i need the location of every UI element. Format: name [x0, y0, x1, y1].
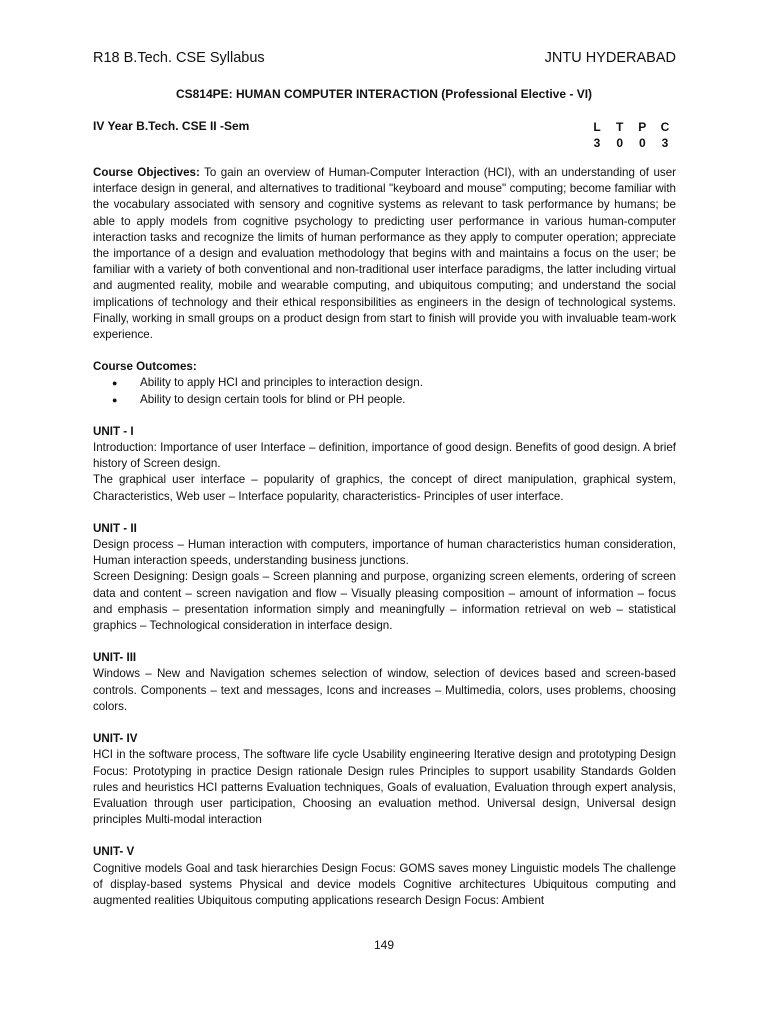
syllabus-body: [93, 165, 676, 909]
unit-4: [93, 731, 676, 828]
ltpc-value: 3: [661, 136, 669, 150]
year-row: [93, 119, 676, 150]
unit-3: [93, 650, 676, 715]
unit-title: UNIT- V: [93, 845, 135, 859]
unit-title: UNIT - II: [93, 521, 137, 535]
course-title: CS814PE: HUMAN COMPUTER INTERACTION (Professional Elective - VI): [175, 87, 593, 101]
ltpc-label: C: [660, 120, 670, 134]
ltpc-value: 0: [616, 136, 623, 150]
header-right: JNTU HYDERABAD: [544, 50, 676, 66]
page-header: [93, 50, 676, 66]
ltpc-label: T: [615, 120, 624, 134]
list-item: [93, 392, 676, 408]
unit-paragraph: Introduction: Importance of user Interface – definition, importance of good design. Benefits of good design. A brief history of Screen design.: [93, 441, 676, 471]
ltpc-labels: [586, 119, 676, 135]
ltpc-value: 3: [593, 136, 601, 150]
unit-title: UNIT- IV: [93, 732, 138, 746]
year-semester: IV Year B.Tech. CSE II -Sem: [93, 119, 250, 133]
outcomes-label: Course Outcomes:: [93, 360, 197, 374]
bullet-icon: ●: [112, 394, 118, 405]
list-item: [93, 375, 676, 391]
ltpc-label: P: [638, 120, 647, 134]
outcomes-list: [93, 375, 676, 407]
objectives-text: To gain an overview of Human-Computer Interaction (HCI), with an understanding of user interface design in general, and alternatives to traditional "keyboard and mouse" computing; become familiar with the vocabulary associated with sensory and cognitive systems as relevant to task performance by humans; be able to apply models from cognitive psychology to predicting user performance in various human-computer interaction tasks and recognize the limits of human performance as they apply to computer operation; appreciate the importance of a design and evaluation methodology that begins with and maintains a focus on the user; be familiar with a variety of both conventional and non-traditional user interface paradigms, the latter including virtual and augmented reality, mobile and wearable computing, and ubiquitous computing; and understand the social implications of technology and their ethical responsibilities as engineers in the design of technological systems. Finally, working in small groups on a product design from start to finish will provide you with invaluable team-work experience.: [93, 166, 677, 342]
unit-2: [93, 521, 676, 634]
ltpc-label: L: [593, 120, 601, 134]
ltpc-table: [586, 119, 676, 151]
course-outcomes: [93, 359, 676, 408]
page-number: 149: [373, 938, 395, 952]
objectives-label: Course Objectives:: [93, 166, 200, 179]
unit-title: UNIT - I: [93, 424, 134, 438]
unit-paragraph: HCI in the software process, The software life cycle Usability engineering Iterative design and prototyping Design Focus: Prototyping in practice Design rationale Design rules Principles to support usability Standards Golden rules and heuristics HCI patterns Evaluation techniques, Goals of evaluation, Evaluation through expert analysis, Evaluation through user participation, Choosing an evaluation method. Universal design, Universal design principles Multi-modal interaction: [93, 748, 676, 827]
ltpc-values: [586, 135, 676, 151]
unit-paragraph: The graphical user interface – popularity of graphics, the concept of direct manipulation, graphical system, Characteristics, Web user – Interface popularity, characteristics- Principles of user interface.: [93, 473, 676, 503]
unit-paragraph: Design process – Human interaction with computers, importance of human characteristics human consideration, Human interaction speeds, understanding business junctions.: [93, 538, 676, 568]
ltpc-value: 0: [638, 136, 646, 150]
unit-paragraph: Screen Designing: Design goals – Screen planning and purpose, organizing screen elements, ordering of screen data and content – screen navigation and flow – Visually pleasing composition – amount of information – focus and emphasis – presentation information simply and meaningfully – information retrieval on web – statistical graphics – Technological consideration in interface design.: [93, 570, 676, 633]
unit-title: UNIT- III: [93, 651, 137, 665]
unit-paragraph: Cognitive models Goal and task hierarchies Design Focus: GOMS saves money Linguistic models The challenge of display-based systems Physical and device models Cognitive architectures Ubiquitous computing and augmented realities Ubiquitous computing applications research Design Focus: Ambient: [93, 861, 676, 907]
unit-paragraph: Windows – New and Navigation schemes selection of window, selection of devices based and screen-based controls. Components – text and messages, Icons and increases – Multimedia, colors, uses problems, choosing colors.: [93, 667, 676, 713]
unit-5: [93, 844, 676, 909]
outcome-text: Ability to apply HCI and principles to interaction design.: [140, 376, 423, 390]
outcome-text: Ability to design certain tools for blind or PH people.: [140, 392, 406, 406]
header-left: R18 B.Tech. CSE Syllabus: [93, 50, 265, 66]
bullet-icon: ●: [112, 378, 118, 389]
course-objectives: [93, 165, 676, 343]
unit-1: [93, 424, 676, 505]
